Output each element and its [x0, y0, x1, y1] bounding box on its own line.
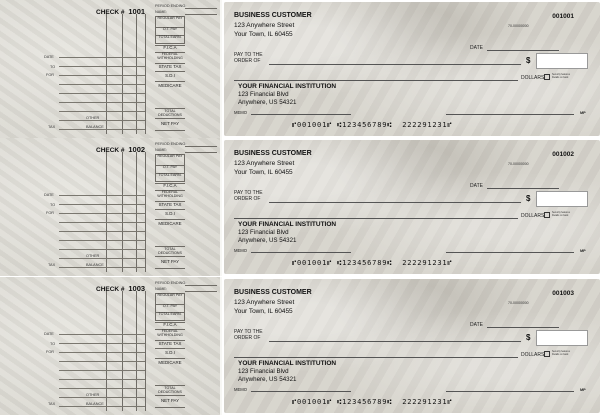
bank-address-line2: Anywhere, US 54321	[238, 376, 297, 383]
ot-pay-label: O.T. PAY	[162, 165, 178, 169]
regular-pay-label: REGULAR PAY	[157, 293, 183, 297]
pay-to-label	[234, 53, 263, 65]
stub-check-label: CHECK #	[96, 9, 125, 16]
check-stub	[0, 138, 222, 276]
period-ending-label: PERIOD ENDING:	[155, 281, 187, 285]
stub-other-label: OTHER	[86, 254, 100, 258]
payee-field[interactable]	[269, 341, 521, 342]
check-stub	[0, 277, 222, 415]
period-ending-label: PERIOD ENDING:	[155, 142, 187, 146]
stub-tax-label: TAX	[48, 125, 56, 129]
check-body	[224, 279, 600, 413]
sdi-label: S.D.I	[165, 211, 175, 216]
state-tax-label: STATE TAX	[158, 341, 182, 346]
bank-address-line1: 123 Financial Blvd	[238, 229, 289, 236]
stub-other-label: OTHER	[86, 116, 100, 120]
owner-address-line2: Your Town, IL 60455	[234, 31, 293, 38]
order-of-text: ORDER OF	[234, 334, 261, 341]
ot-pay-label: O.T. PAY	[162, 27, 178, 31]
regular-pay-label: REGULAR PAY	[157, 16, 183, 20]
sdi-label: S.D.I	[165, 350, 175, 355]
stub-check-label: CHECK #	[96, 286, 125, 293]
check-number: 001003	[552, 290, 574, 297]
total-deductions-label: TOTAL DEDUCTIONS	[158, 247, 182, 255]
payee-field[interactable]	[269, 202, 521, 203]
pay-to-text: PAY TO THE	[234, 329, 263, 335]
employee-name-label: NAME:	[155, 10, 168, 14]
bank-address-line2: Anywhere, US 54321	[238, 237, 297, 244]
signature-field[interactable]	[446, 252, 574, 253]
pay-to-text: PAY TO THE	[234, 52, 263, 58]
amount-box[interactable]	[536, 191, 588, 207]
security-features-note	[552, 74, 570, 79]
regular-pay-label: REGULAR PAY	[157, 154, 183, 158]
medicare-label: MEDICARE	[158, 83, 182, 88]
check-number: 001001	[552, 13, 574, 20]
date-label: DATE	[470, 183, 483, 189]
stub-date-label: DATE	[44, 193, 54, 197]
total-earn-label: TOTAL EARN.	[158, 173, 182, 177]
pay-to-text: PAY TO THE	[234, 190, 263, 196]
dollars-label: DOLLARS	[521, 75, 545, 81]
bank-name: YOUR FINANCIAL INSTITUTION	[238, 83, 337, 90]
stub-tax-label: TAX	[48, 263, 56, 267]
stub-for-label: FOR	[46, 211, 55, 215]
check-body	[224, 140, 600, 274]
owner-address-line1: 123 Anywhere Street	[234, 299, 295, 306]
fica-label: F.I.C.A	[163, 322, 177, 327]
amount-words-field[interactable]	[234, 218, 518, 219]
fica-label: F.I.C.A	[163, 183, 177, 188]
stub-to-label: TO	[50, 342, 56, 346]
memo-field[interactable]	[251, 252, 351, 253]
stub-for-label: FOR	[46, 350, 55, 354]
security-text-1: Security features	[552, 350, 570, 353]
employee-name-label: NAME:	[155, 287, 168, 291]
routing-fraction: 70-00000000	[508, 24, 529, 28]
owner-name: BUSINESS CUSTOMER	[234, 289, 312, 296]
stub-check-number	[96, 7, 145, 16]
state-tax-label: STATE TAX	[158, 64, 182, 69]
signature-field[interactable]	[446, 391, 574, 392]
medicare-label: MEDICARE	[158, 221, 182, 226]
dollar-sign: $	[526, 56, 531, 65]
owner-name: BUSINESS CUSTOMER	[234, 12, 312, 19]
memo-label: MEMO	[234, 248, 248, 253]
net-pay-label: NET PAY	[160, 398, 180, 403]
stub-to-label: TO	[50, 65, 56, 69]
stub-check-number	[96, 145, 145, 154]
total-deductions-label: TOTAL DEDUCTIONS	[158, 109, 182, 117]
security-features-note	[552, 212, 570, 217]
federal-withholding-label: FEDERAL WITHHOLDING	[157, 329, 183, 337]
security-text-2: Details on back	[552, 352, 569, 356]
dollars-label: DOLLARS	[521, 352, 545, 358]
stub-number-value: 1002	[128, 145, 146, 154]
stub-balance-label: BALANCE	[86, 402, 104, 406]
federal-withholding-label: FEDERAL WITHHOLDING	[157, 190, 183, 198]
micr-line: ⑈001001⑈ ⑆123456789⑆ 222291231⑈	[292, 398, 453, 406]
state-tax-label: STATE TAX	[158, 202, 182, 207]
micr-line: ⑈001001⑈ ⑆123456789⑆ 222291231⑈	[292, 121, 453, 129]
bank-name: YOUR FINANCIAL INSTITUTION	[238, 221, 337, 228]
stub-check-number	[96, 284, 145, 293]
payee-field[interactable]	[269, 64, 521, 65]
dollars-label: DOLLARS	[521, 213, 545, 219]
total-earn-label: TOTAL EARN.	[158, 35, 182, 39]
owner-address-line2: Your Town, IL 60455	[234, 308, 293, 315]
amount-box[interactable]	[536, 330, 588, 346]
stub-check-label: CHECK #	[96, 147, 125, 154]
order-of-text: ORDER OF	[234, 195, 261, 202]
date-label: DATE	[470, 322, 483, 328]
bank-address-line1: 123 Financial Blvd	[238, 368, 289, 375]
bank-address-line2: Anywhere, US 54321	[238, 99, 297, 106]
total-deductions-label: TOTAL DEDUCTIONS	[158, 386, 182, 394]
mp-label: MP	[580, 388, 586, 392]
security-text-1: Security features	[552, 73, 570, 76]
mp-label: MP	[580, 111, 586, 115]
employee-name-label: NAME:	[155, 148, 168, 152]
check-stub	[0, 0, 222, 138]
net-pay-label: NET PAY	[160, 259, 180, 264]
stub-number-value: 1001	[128, 7, 146, 16]
pay-to-label	[234, 330, 263, 342]
bank-name: YOUR FINANCIAL INSTITUTION	[238, 360, 337, 367]
stub-number-value: 1003	[128, 284, 146, 293]
owner-address-line2: Your Town, IL 60455	[234, 169, 293, 176]
security-text-1: Security features	[552, 211, 570, 214]
ot-pay-label: O.T. PAY	[162, 304, 178, 308]
check-row	[0, 0, 600, 138]
sdi-label: S.D.I	[165, 73, 175, 78]
memo-field[interactable]	[251, 114, 351, 115]
date-field[interactable]	[487, 50, 559, 51]
pay-to-label	[234, 191, 263, 203]
padlock-icon	[544, 74, 550, 80]
net-pay-label: NET PAY	[160, 121, 180, 126]
fica-label: F.I.C.A	[163, 45, 177, 50]
date-field[interactable]	[487, 327, 559, 328]
medicare-label: MEDICARE	[158, 360, 182, 365]
total-earn-label: TOTAL EARN.	[158, 312, 182, 316]
memo-label: MEMO	[234, 387, 248, 392]
check-body	[224, 2, 600, 136]
security-features-note	[552, 351, 570, 356]
stub-balance-label: BALANCE	[86, 263, 104, 267]
stub-other-label: OTHER	[86, 393, 100, 397]
signature-field[interactable]	[446, 114, 574, 115]
micr-line: ⑈001001⑈ ⑆123456789⑆ 222291231⑈	[292, 259, 453, 267]
routing-fraction: 70-00000000	[508, 301, 529, 305]
stub-to-label: TO	[50, 203, 56, 207]
routing-fraction: 70-00000000	[508, 162, 529, 166]
check-row	[0, 277, 600, 415]
stub-for-label: FOR	[46, 73, 55, 77]
stub-date-label: DATE	[44, 55, 54, 59]
bank-address-line1: 123 Financial Blvd	[238, 91, 289, 98]
security-text-2: Details on back	[552, 213, 569, 217]
dollar-sign: $	[526, 194, 531, 203]
security-text-2: Details on back	[552, 75, 569, 79]
check-row	[0, 138, 600, 276]
date-label: DATE	[470, 45, 483, 51]
owner-address-line1: 123 Anywhere Street	[234, 160, 295, 167]
period-ending-label: PERIOD ENDING:	[155, 4, 187, 8]
mp-label: MP	[580, 249, 586, 253]
amount-box[interactable]	[536, 53, 588, 69]
padlock-icon	[544, 212, 550, 218]
memo-label: MEMO	[234, 110, 248, 115]
check-number: 001002	[552, 151, 574, 158]
stub-date-label: DATE	[44, 332, 54, 336]
amount-words-field[interactable]	[234, 357, 518, 358]
owner-name: BUSINESS CUSTOMER	[234, 150, 312, 157]
stub-tax-label: TAX	[48, 402, 56, 406]
order-of-text: ORDER OF	[234, 57, 261, 64]
federal-withholding-label: FEDERAL WITHHOLDING	[157, 52, 183, 60]
stub-balance-label: BALANCE	[86, 125, 104, 129]
memo-field[interactable]	[251, 391, 351, 392]
owner-address-line1: 123 Anywhere Street	[234, 22, 295, 29]
dollar-sign: $	[526, 333, 531, 342]
date-field[interactable]	[487, 188, 559, 189]
padlock-icon	[544, 351, 550, 357]
amount-words-field[interactable]	[234, 80, 518, 81]
